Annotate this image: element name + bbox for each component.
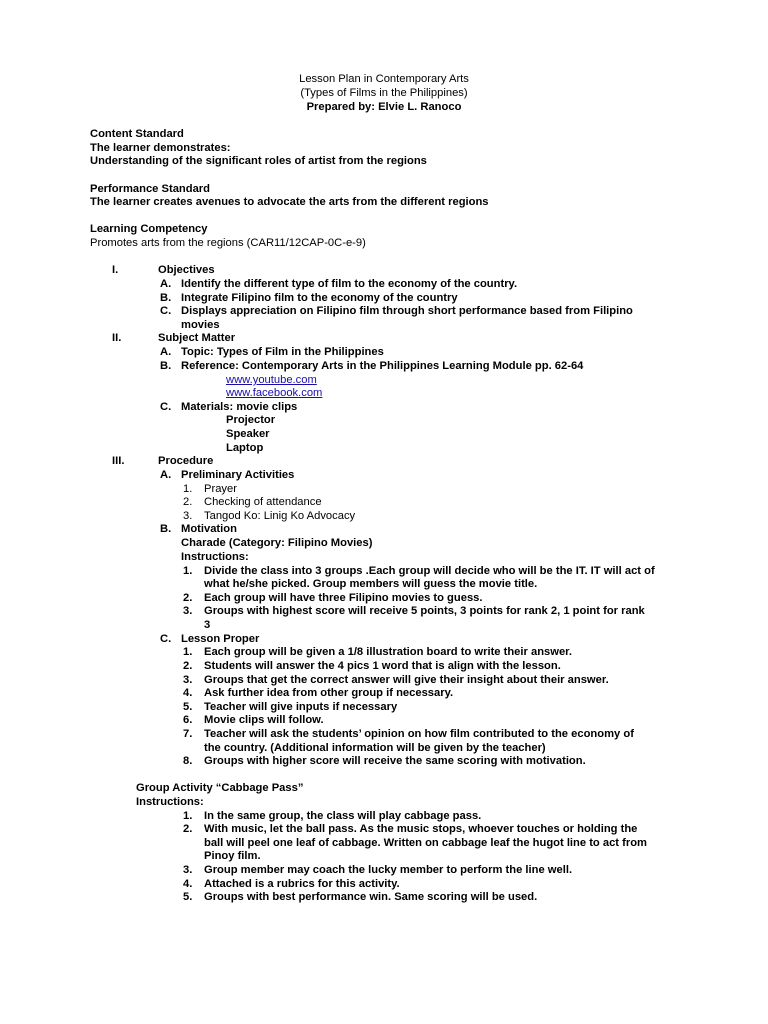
lesson-item: Teacher will ask the students’ opinion on how film contributed to the economy of	[204, 728, 634, 740]
motivation-item-cont: what he/she picked. Group members will guess the movie title.	[204, 578, 538, 590]
instructions-label: Instructions:	[136, 796, 204, 808]
group-activity-item: In the same group, the class will play cabbage pass.	[204, 810, 482, 822]
objective-item: Integrate Filipino film to the economy of the country	[181, 292, 458, 304]
objectives-heading: Objectives	[158, 264, 215, 276]
list-marker: C.	[160, 305, 172, 317]
objective-item-cont: movies	[181, 319, 220, 331]
lesson-item: Groups with higher score will receive the same scoring with motivation.	[204, 755, 586, 767]
list-marker: 1.	[183, 565, 193, 577]
material-item: Speaker	[226, 428, 270, 440]
preliminary-heading: Preliminary Activities	[181, 469, 295, 481]
learning-competency-line: Promotes arts from the regions (CAR11/12CAP-0C-e-9)	[90, 237, 366, 249]
material-item: Laptop	[226, 442, 264, 454]
motivation-item-cont: 3	[204, 619, 211, 631]
list-marker: 2.	[183, 592, 193, 604]
performance-standard-line: The learner creates avenues to advocate the arts from the different regions	[90, 196, 489, 208]
motivation-item: Groups with highest score will receive 5 points, 3 points for rank 2, 1 point for rank	[204, 605, 645, 617]
list-marker: A.	[160, 278, 172, 290]
group-activity-heading: Group Activity “Cabbage Pass”	[136, 782, 304, 794]
list-marker: 6.	[183, 714, 193, 726]
list-marker: 3.	[183, 510, 193, 522]
facebook-link[interactable]: www.facebook.com	[226, 387, 323, 399]
list-marker: 2.	[183, 496, 193, 508]
list-marker: 3.	[183, 864, 193, 876]
list-marker: 1.	[183, 483, 193, 495]
preliminary-item: Checking of attendance	[204, 496, 322, 508]
preliminary-item: Tangod Ko: Linig Ko Advocacy	[204, 510, 356, 522]
group-activity-item: With music, let the ball pass. As the music stops, whoever touches or holding the	[204, 823, 638, 835]
list-marker: 2.	[183, 823, 193, 835]
list-marker: B.	[160, 523, 172, 535]
list-marker: 5.	[183, 701, 193, 713]
youtube-link[interactable]: www.youtube.com	[226, 374, 317, 386]
instructions-label: Instructions:	[181, 551, 249, 563]
group-activity-item-cont: ball will peel one leaf of cabbage. Written on cabbage leaf the hugot line to act from	[204, 837, 648, 849]
list-marker: 8.	[183, 755, 193, 767]
objective-item: Displays appreciation on Filipino film through short performance based from Filipino	[181, 305, 633, 317]
lesson-item: Students will answer the 4 pics 1 word that is align with the lesson.	[204, 660, 561, 672]
subject-matter-heading: Subject Matter	[158, 332, 236, 344]
content-standard-heading: Content Standard	[90, 128, 184, 140]
lesson-item: Ask further idea from other group if necessary.	[204, 687, 454, 699]
group-activity-item: Group member may coach the lucky member to perform the line well.	[204, 864, 573, 876]
section-number: I.	[112, 264, 119, 276]
list-marker: 4.	[183, 878, 193, 890]
section-number: II.	[112, 332, 122, 344]
motivation-item: Each group will have three Filipino movies to guess.	[204, 592, 483, 604]
group-activity-item: Attached is a rubrics for this activity.	[204, 878, 400, 890]
list-marker: 3.	[183, 605, 193, 617]
reference-line: Reference: Contemporary Arts in the Philippines Learning Module pp. 62-64	[181, 360, 584, 372]
list-marker: A.	[160, 346, 172, 358]
list-marker: C.	[160, 633, 172, 645]
group-activity-item-cont: Pinoy film.	[204, 850, 261, 862]
lesson-item: Each group will be given a 1/8 illustration board to write their answer.	[204, 646, 573, 658]
lesson-item: Groups that get the correct answer will give their insight about their answer.	[204, 674, 609, 686]
motivation-item: Divide the class into 3 groups .Each group will decide who will be the IT. IT will act of	[204, 565, 655, 577]
list-marker: A.	[160, 469, 172, 481]
preliminary-item: Prayer	[204, 483, 237, 495]
group-activity-item: Groups with best performance win. Same scoring will be used.	[204, 891, 538, 903]
document-subtitle: (Types of Films in the Philippines)	[300, 87, 468, 99]
lesson-item: Movie clips will follow.	[204, 714, 324, 726]
procedure-heading: Procedure	[158, 455, 214, 467]
list-marker: B.	[160, 292, 172, 304]
list-marker: B.	[160, 360, 172, 372]
list-marker: 1.	[183, 646, 193, 658]
list-marker: 3.	[183, 674, 193, 686]
objective-item: Identify the different type of film to the economy of the country.	[181, 278, 518, 290]
section-number: III.	[112, 455, 125, 467]
list-marker: 1.	[183, 810, 193, 822]
list-marker: 7.	[183, 728, 193, 740]
learning-competency-heading: Learning Competency	[90, 223, 208, 235]
content-standard-line: Understanding of the significant roles of artist from the regions	[90, 155, 427, 167]
content-standard-line: The learner demonstrates:	[90, 142, 231, 154]
document-title: Lesson Plan in Contemporary Arts	[299, 73, 469, 85]
materials-line: Materials: movie clips	[181, 401, 298, 413]
material-item: Projector	[226, 414, 276, 426]
list-marker: 5.	[183, 891, 193, 903]
lesson-proper-heading: Lesson Proper	[181, 633, 260, 645]
charade-line: Charade (Category: Filipino Movies)	[181, 537, 373, 549]
performance-standard-heading: Performance Standard	[90, 183, 210, 195]
lesson-item: Teacher will give inputs if necessary	[204, 701, 398, 713]
lesson-item-cont: the country. (Additional information will be given by the teacher)	[204, 742, 546, 754]
list-marker: 2.	[183, 660, 193, 672]
motivation-heading: Motivation	[181, 523, 237, 535]
list-marker: C.	[160, 401, 172, 413]
prepared-by: Prepared by: Elvie L. Ranoco	[306, 101, 462, 113]
topic-line: Topic: Types of Film in the Philippines	[181, 346, 384, 358]
list-marker: 4.	[183, 687, 193, 699]
